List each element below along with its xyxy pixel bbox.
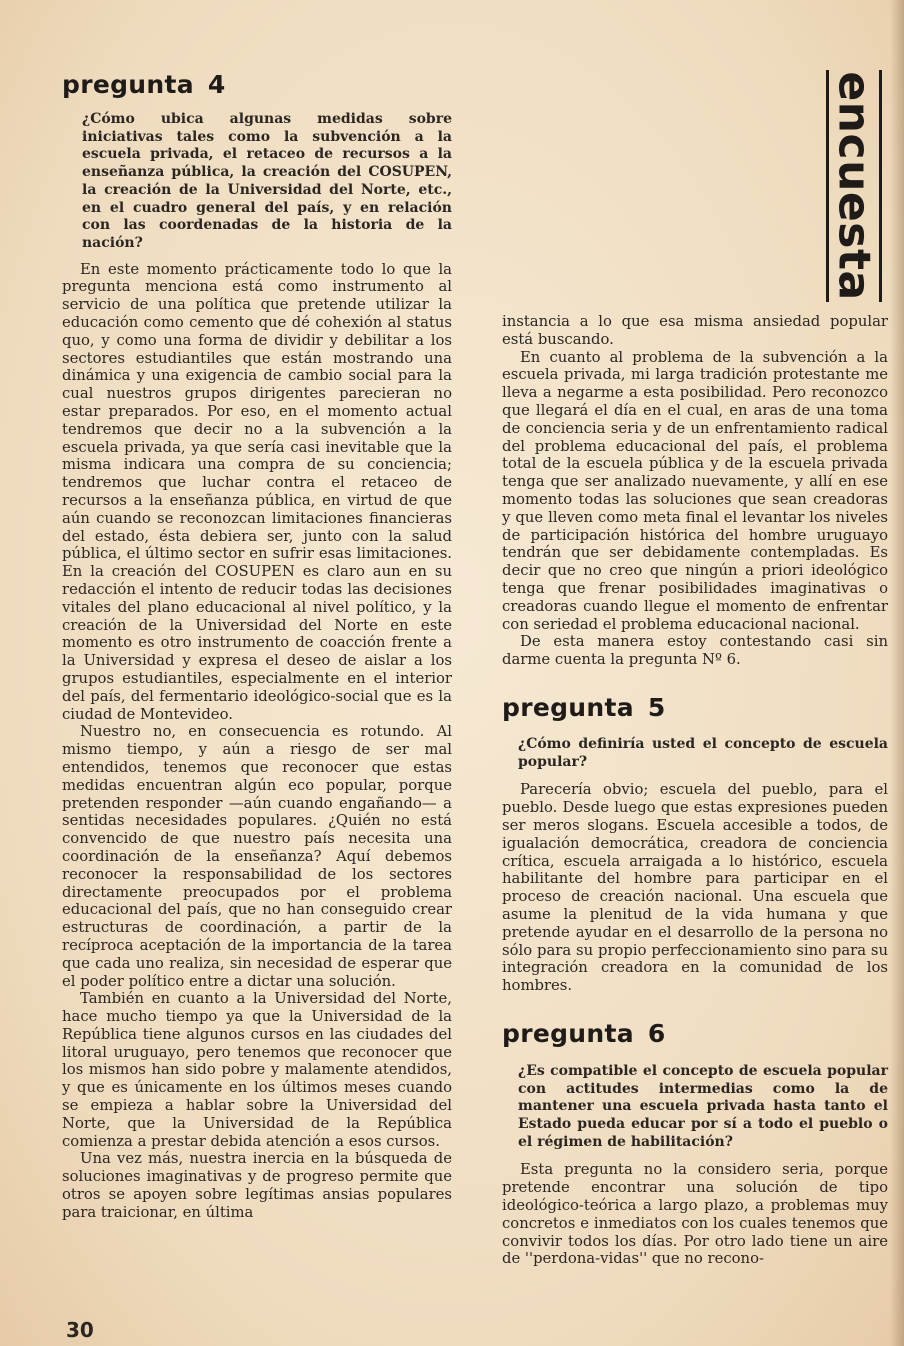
question-4-heading (62, 70, 452, 99)
left-column (62, 70, 452, 1222)
heading-number: 6 (647, 1018, 666, 1048)
answer-paragraph: Parecería obvio; escuela del pueblo, para el pueblo. Desde luego que estas expresiones pueden ser meros slogans. Escuela accesible a todos, de igualación democrática, creadora de conciencia crítica, escuela arraigada a lo histórico, escuela habilitante del hombre para participar en el proceso de creación nacional. Una escuela que asume la plenitud de la vida humana y que pretende ayudar en el desarrollo de la persona no sólo para su propio perfeccionamiento sino para su integración creadora en la comunidad de los hombres. (502, 781, 888, 995)
answer-paragraph: También en cuanto a la Universidad del Norte, hace mucho tiempo ya que la Universidad de la República tiene algunos cursos en las ciudades del litoral uruguayo, pero tenemos que reconocer que los mismos han sido pobre y malamente atendidos, y que es únicamente en los últimos meses cuando se empieza a hablar sobre la Universidad del Norte, que la Universidad de la República comienza a prestar debida atención a esos cursos. (62, 990, 452, 1150)
answer-paragraph: Nuestro no, en consecuencia es rotundo. Al mismo tiempo, y aún a riesgo de ser mal entendidos, tenemos que reconocer que estas medidas encuentran algún eco popular, porque pretenden responder —aún cuando engañando— a sentidas necesidades populares. ¿Quién no está convencido de que nuestro país necesita una coordinación de la enseñanza? Aquí debemos reconocer la responsabilidad de los sectores directamente preocupados por el problema educacional del país, que no han conseguido crear estructuras de coordinación, a partir de la recíproca aceptación de la importancia de la tarea que cada uno realiza, sin necesidad de esperar que el poder político entre a dictar una solución. (62, 723, 452, 990)
question-6-text: ¿Es compatible el concepto de escuela popular con actitudes intermedias como la de mantener una escuela privada hasta tanto el Estado pueda educar por sí a todo el pueblo o el régimen de habilitación? (518, 1062, 888, 1150)
heading-word: pregunta (502, 692, 634, 722)
heading-word: pregunta (502, 1018, 634, 1048)
answer-4 (62, 261, 452, 1222)
heading-word: pregunta (62, 70, 194, 99)
section-label: encuesta (828, 71, 880, 301)
question-5-heading (502, 693, 888, 722)
answer-paragraph: Una vez más, nuestra inercia en la búsqueda de soluciones imaginativas y de progreso permite que otros se apoyen sobre legítimas ansias populares para traicionar, en última (62, 1150, 452, 1221)
answer-paragraph: En este momento prácticamente todo lo que la pregunta menciona está como instrumento al servicio de una política que pretende utilizar la educación como cemento que dé cohexión al status quo, y como una forma de dividir y debilitar a los sectores estudiantiles que están mostrando una dinámica y una exigencia de cambio social para la cual nuestros grupos dirigentes parecieran no estar preparados. Por eso, en el momento actual tendremos que decir no a la subvención a la escuela privada, ya que sería casi inevitable que la misma indicara una compra de su conciencia; tendremos que luchar contra el retaceo de recursos a la enseñanza pública, en virtud de que aún cuando se reconozcan limitaciones financieras del estado, ésta debiera ser, junto con la salud pública, el último sector en sufrir esas limitaciones. En la creación del COSUPEN es claro aun en su redacción el intento de reducir todas las decisiones vitales del plano educacional al nivel político, y la creación de la Universidad del Norte en este momento es otro instrumento de coacción frente a la Universidad y expresa el deseo de aislar a los grupos estudiantiles, especialmente en el interior del país, del fermentario ideológico-social que es la ciudad de Montevideo. (62, 260, 452, 723)
heading-number: 4 (207, 70, 226, 99)
question-6-heading (502, 1019, 888, 1048)
answer-paragraph: instancia a lo que esa misma ansiedad popular está buscando. (502, 313, 888, 348)
answer-paragraph: En cuanto al problema de la subvención a la escuela privada, mi larga tradición protestante me lleva a negarme a esta posibilidad. Pero reconozco que llegará el día en el cual, en aras de una toma de conciencia seria y de un enfrentamiento radical del problema educacional del país, el problema total de la escuela pública y de la escuela privada tenga que ser analizado nuevamente, y allí en ese momento todas las soluciones que sean creadoras y que lleven como meta final el levantar los niveles de participación histórica del hombre uruguayo tendrán que ser debidamente contempladas. Es decir que no creo que ningún a priori ideológico tenga que frenar posibilidades imaginativas o creadoras cuando llegue el momento de enfrentar con seriedad el problema educacional nacional. (502, 348, 888, 633)
right-column (502, 313, 888, 1268)
page-edge-shadow (890, 0, 904, 1346)
question-5-text: ¿Cómo definiría usted el concepto de escuela popular? (518, 735, 888, 770)
page-number: 30 (66, 1318, 94, 1342)
answer-paragraph: Esta pregunta no la considero seria, porque pretende encontrar una solución de tipo ideológico-teórica a largo plazo, a problemas muy concretos e inmediatos con los cuales tenemos que convivir todos los días. Por otro lado tiene un aire de ''perdona-vidas'' que no recono- (502, 1161, 888, 1268)
answer-6 (502, 1161, 888, 1268)
section-label-box (826, 70, 882, 302)
answer-5 (502, 781, 888, 995)
answer-paragraph: De esta manera estoy contestando casi sin darme cuenta la pregunta Nº 6. (502, 633, 888, 669)
question-4-text: ¿Cómo ubica algunas medidas sobre iniciativas tales como la subvención a la escuela privada, el retaceo de recursos a la enseñanza pública, la creación del COSUPEN, la creación de la Universidad del Norte, etc., en el cuadro general del país, y en relación con las coordenadas de la historia de la nación? (82, 111, 452, 251)
answer-4-continued (502, 313, 888, 669)
heading-number: 5 (647, 692, 666, 722)
